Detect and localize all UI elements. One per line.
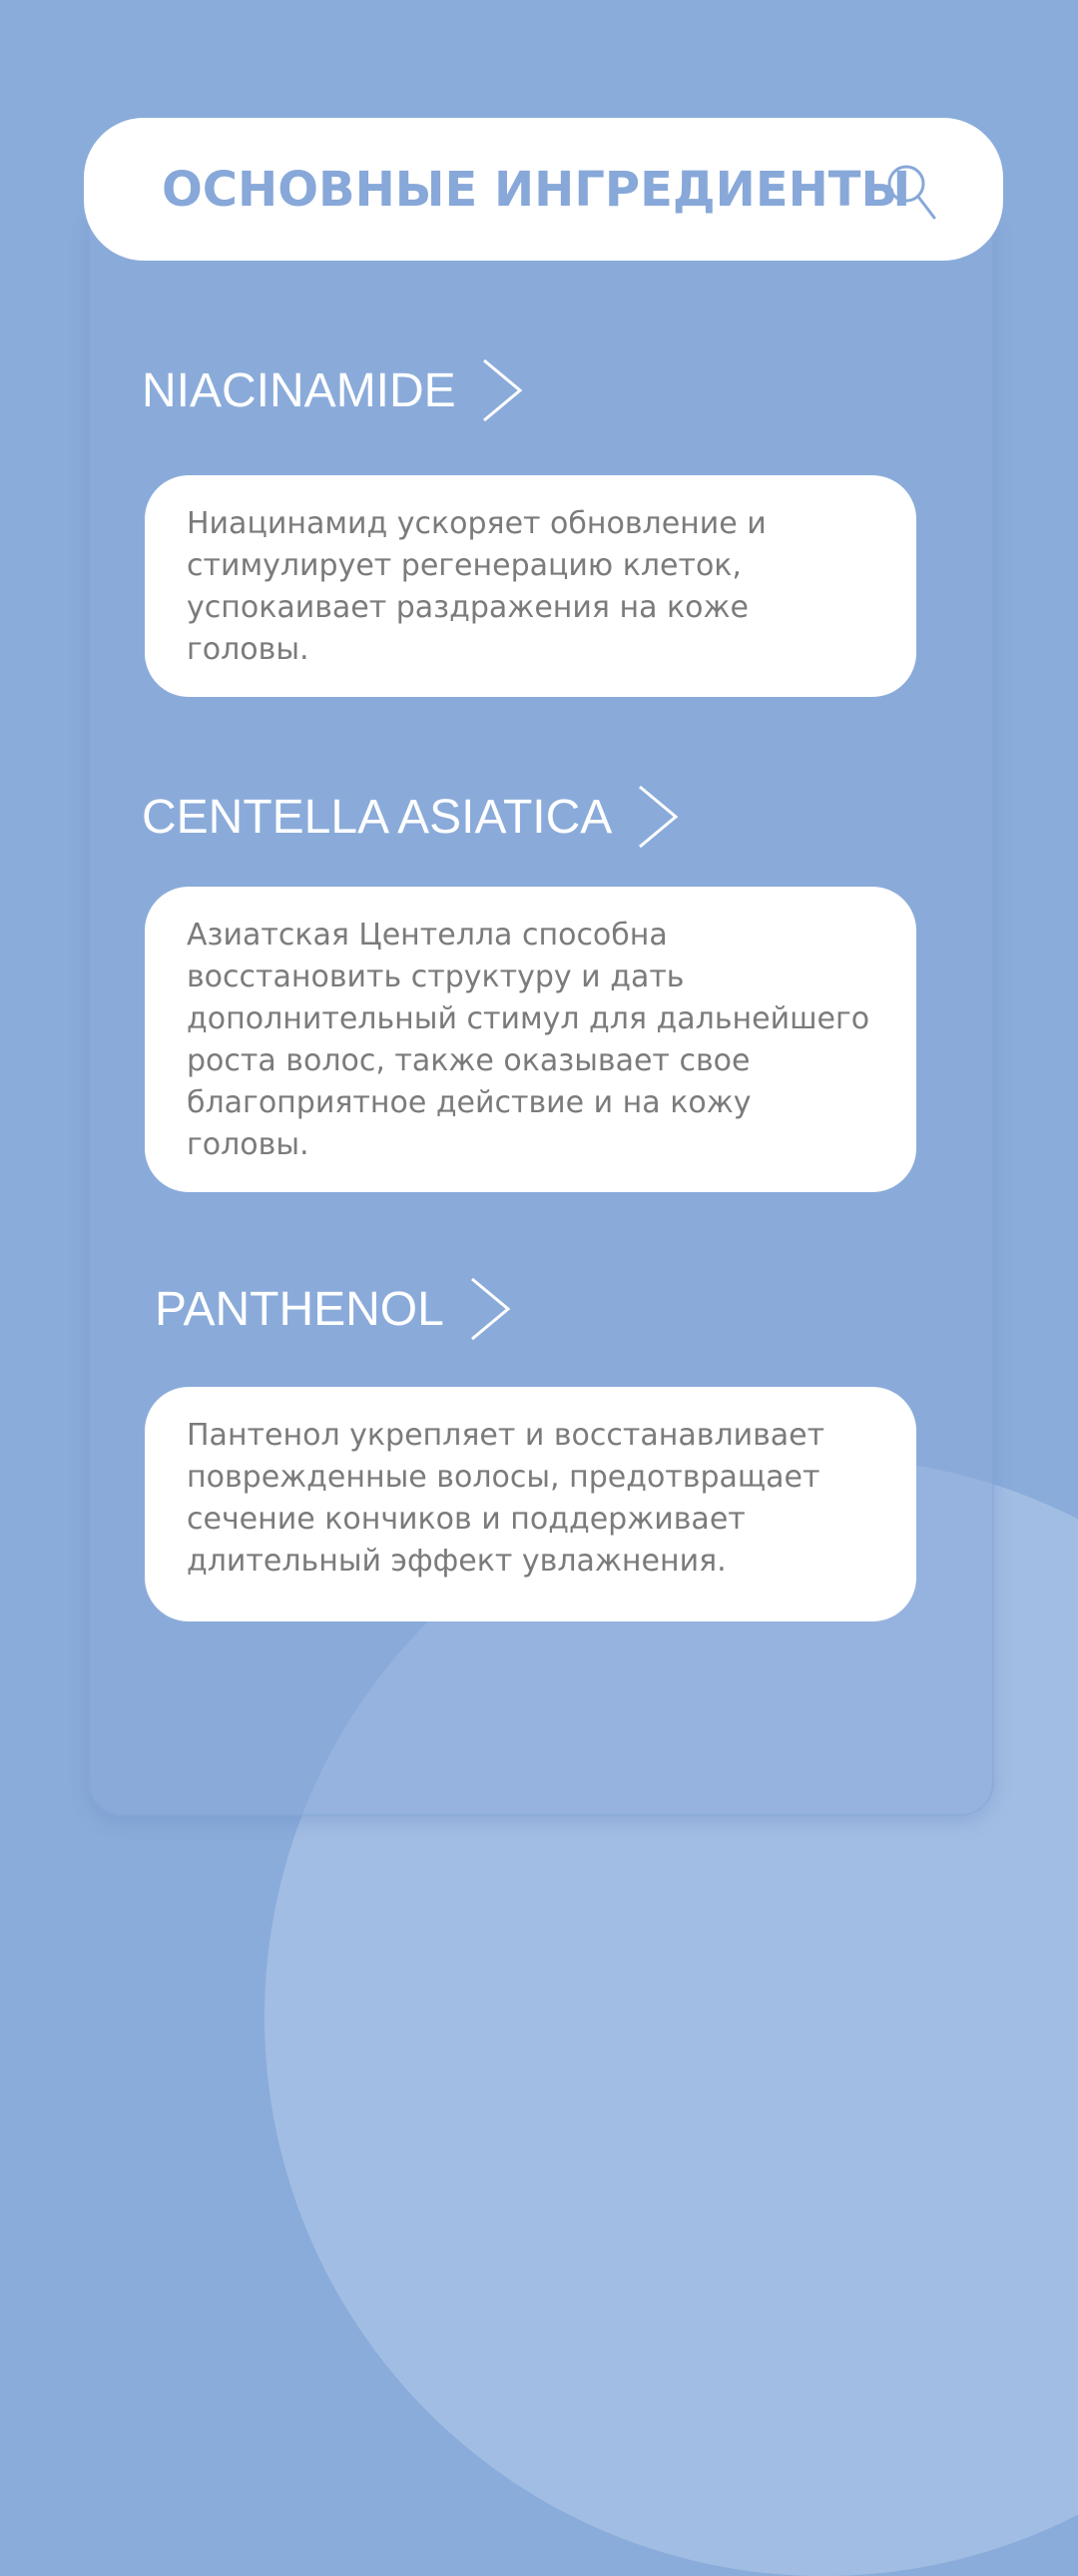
section-title: CENTELLA ASIATICA [142,790,613,844]
header-search-bar[interactable] [84,118,1003,261]
chevron-right-icon [466,1275,514,1343]
chevron-right-icon [634,783,682,851]
ingredient-description: Пантенол укрепляет и восстанавливает поврежденные волосы, предотвращает сечение кончиков и поддерживает длительный эффект увлажнения. [187,1418,825,1579]
section-heading-panthenol[interactable] [155,1274,514,1344]
page-title: ОСНОВНЫЕ ИНГРЕДИЕНТЫ [162,162,911,218]
ingredient-card-panthenol [145,1387,916,1621]
section-title: PANTHENOL [155,1282,444,1336]
ingredient-card-niacinamide [145,475,916,697]
section-title: NIACINAMIDE [142,363,456,417]
ingredient-description: Азиатская Центелла способна восстановить структуру и дать дополнительный стимул для дальнейшего роста волос, также оказывает свое благоприятное действие и на кожу головы. [187,918,870,1162]
ingredient-description: Ниацинамид ускоряет обновление и стимулирует регенерацию клеток, успокаивает раздражения на коже головы. [187,506,767,667]
section-heading-niacinamide[interactable] [142,355,526,425]
section-heading-centella[interactable] [142,782,682,852]
chevron-right-icon [478,356,526,424]
ingredient-card-centella [145,887,916,1192]
search-icon[interactable] [882,160,946,224]
